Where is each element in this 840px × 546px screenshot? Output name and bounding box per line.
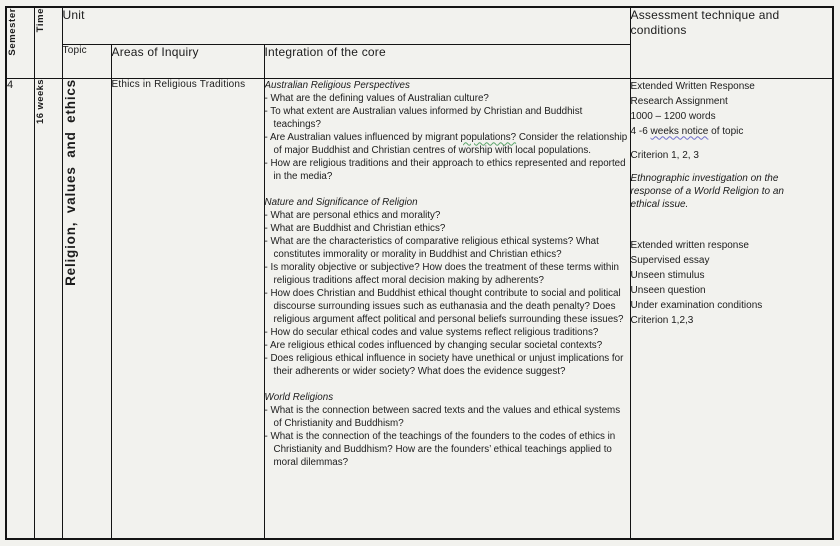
section-title: Nature and Significance of Religion <box>264 196 418 208</box>
inquiry-question: - Is morality objective or subjective? How does the treatment of these terms within religious traditions affect moral decision making by adherents? <box>264 261 619 286</box>
assessment-line: Unseen question <box>630 284 706 296</box>
integration-section-australian-perspectives <box>265 79 630 183</box>
inquiry-question: - What are personal ethics and morality? <box>264 209 441 221</box>
section-title: Australian Religious Perspectives <box>264 79 410 91</box>
assessment-line: 1000 – 1200 words <box>630 110 716 122</box>
assessment-line: Extended Written Response <box>630 80 755 92</box>
inquiry-question: - Are religious ethical codes influenced by changing secular societal contexts? <box>264 339 603 351</box>
inquiry-question: - To what extent are Australian values informed by Christian and Buddhist teachings? <box>264 105 583 130</box>
assessment-line: Extended written response <box>630 239 749 251</box>
header-assessment: Assessment technique and conditions <box>630 7 833 78</box>
header-areas-of-inquiry: Areas of Inquiry <box>111 44 264 78</box>
integration-cell <box>264 78 630 539</box>
header-unit: Unit <box>62 7 630 44</box>
criterion-line: Criterion 1, 2, 3 <box>630 149 699 161</box>
inquiry-question: - Does religious ethical influence in society have unethical or unjust implications for their adherents or wider society? What does the evidence suggest? <box>264 352 624 377</box>
table-row <box>6 78 833 539</box>
inquiry-question: - What is the connection of the teachings of the founders to the codes of ethics in Christianity and Buddhism? How are the founders’ ethical teachings applied to moral dilemmas? <box>264 430 616 468</box>
time-value: 16 weeks <box>34 78 46 124</box>
assessment-block-research <box>631 79 833 211</box>
topic-value: Religion, values and ethics <box>62 78 78 286</box>
time-cell <box>34 78 62 539</box>
section-title: World Religions <box>264 391 334 403</box>
inquiry-question: - What is the connection between sacred texts and the values and ethical systems of Christianity and Buddhism? <box>264 404 621 429</box>
question-text: - Are Australian values influenced by migrant <box>264 131 461 143</box>
header-semester-label: Semester <box>7 8 18 56</box>
criterion-line: Criterion 1,2,3 <box>630 314 694 326</box>
grammar-flagged-text: populations? <box>460 131 517 143</box>
areas-of-inquiry-cell <box>111 78 264 539</box>
assessment-notice-line <box>631 124 833 139</box>
inquiry-question: - What are the characteristics of comparative religious ethical systems? What constitutes immorality or morality in Buddhist and Christian ethics? <box>264 235 599 260</box>
integration-section-nature-significance <box>265 196 630 378</box>
topic-cell <box>62 78 111 539</box>
notice-text: of topic <box>708 125 744 137</box>
header-time <box>34 7 62 78</box>
inquiry-question: - How are religious traditions and their approach to ethics represented and reported in the media? <box>264 157 626 182</box>
assessment-line: Unseen stimulus <box>630 269 705 281</box>
inquiry-question <box>265 131 630 157</box>
header-integration: Integration of the core <box>264 44 630 78</box>
inquiry-question: - How do secular ethical codes and value systems reflect religious traditions? <box>264 326 599 338</box>
question-text: Consider the relationship of major Buddhist and Christian centres of worship with local populations. <box>273 131 628 156</box>
header-topic: Topic <box>62 44 111 78</box>
inquiry-question: - How does Christian and Buddhist ethical thought contribute to social and political discourse surrounding issues such as euthanasia and the death penalty? Does religious argument affect political and personal beliefs surrounding these issues? <box>264 287 624 325</box>
integration-section-world-religions <box>265 391 630 469</box>
assessment-line: Supervised essay <box>630 254 710 266</box>
assessment-line: Under examination conditions <box>630 299 763 311</box>
notice-text: 4 -6 <box>630 125 651 137</box>
header-time-label: Time <box>34 8 46 33</box>
assessment-line: Research Assignment <box>630 95 728 107</box>
assessment-block-exam <box>631 238 833 328</box>
areas-of-inquiry-value: Ethics in Religious Traditions <box>111 78 246 90</box>
assessment-task-description: Ethnographic investigation on the response of a World Religion to an ethical issue. <box>630 172 784 210</box>
inquiry-question: - What are the defining values of Australian culture? <box>264 92 489 104</box>
inquiry-question: - What are Buddhist and Christian ethics? <box>264 222 446 234</box>
spellcheck-flagged-text: weeks notice <box>650 125 709 137</box>
semester-value: 4 <box>6 78 34 539</box>
unit-plan-table <box>5 6 834 540</box>
assessment-cell <box>630 78 833 539</box>
header-semester <box>6 7 34 78</box>
